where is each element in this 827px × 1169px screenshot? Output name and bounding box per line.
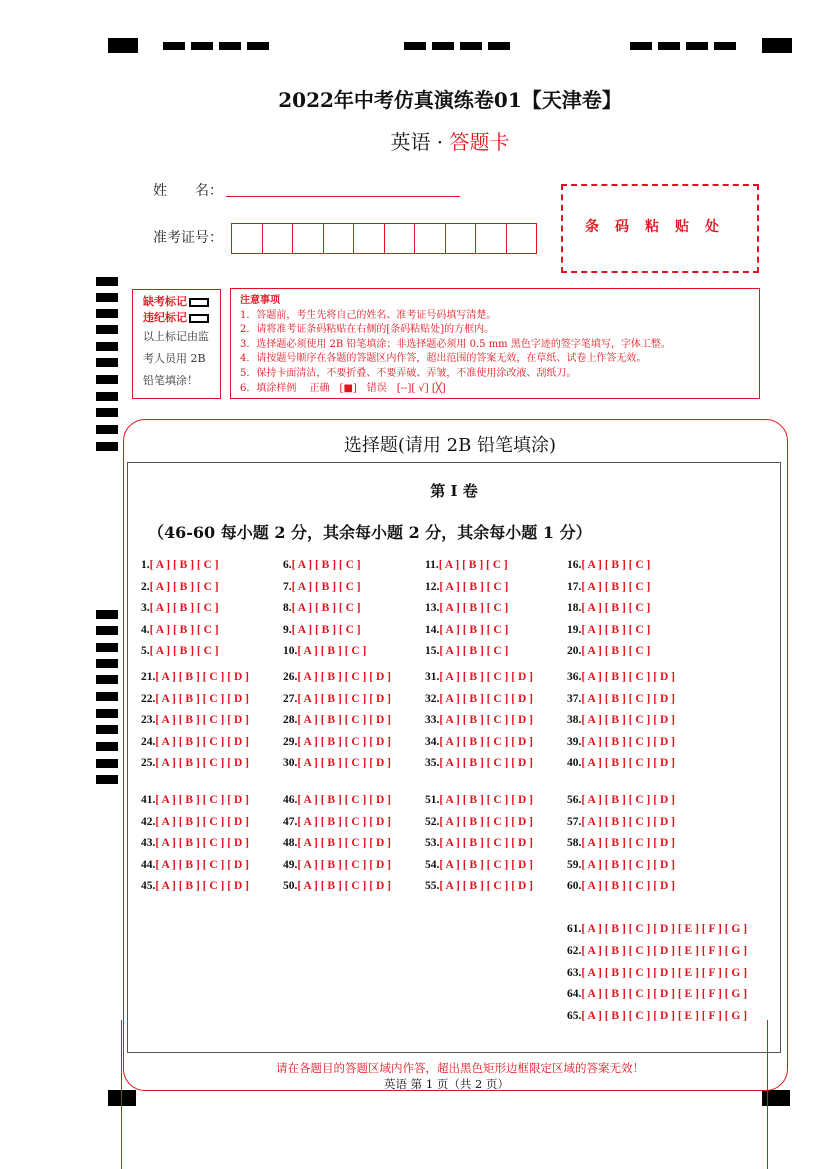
cut-line: [767, 1020, 768, 1169]
question-item[interactable]: [567, 988, 747, 1000]
question-number: 5.: [141, 645, 150, 658]
notice-item: 3．选择题必须使用 2B 铅笔填涂；非选择题必须用 0.5 mm 黑色字迹的签字笔填写，字体工整。: [240, 338, 671, 350]
timing-mark: [96, 775, 118, 784]
id-label: 准考证号：: [153, 230, 223, 246]
question-item[interactable]: [141, 880, 249, 892]
question-item[interactable]: [283, 880, 391, 892]
question-item[interactable]: [141, 645, 219, 657]
question-number: 49.: [283, 858, 298, 871]
id-digit-box[interactable]: [231, 223, 263, 254]
question-item[interactable]: [567, 624, 650, 636]
page-title: 2022年中考仿真演练卷01【天津卷】: [278, 88, 622, 112]
question-number: 64.: [567, 988, 582, 1001]
page-number: 英语 第 1 页（共 2 页）: [384, 1077, 509, 1091]
question-number: 31.: [425, 671, 440, 683]
mark-square[interactable]: [189, 298, 209, 307]
answer-options[interactable]: [ A ] [ B ] [ C ] [ D ]: [297, 858, 391, 871]
answer-options[interactable]: [ A ] [ B ] [ C ] [ D ] [ E ] [ F ] [ G ]: [581, 1010, 748, 1023]
answer-options[interactable]: [ A ] [ B ] [ C ] [ D ]: [581, 671, 675, 683]
answer-options[interactable]: [ A ] [ B ] [ C ] [ D ]: [581, 735, 675, 748]
question-item[interactable]: [567, 794, 675, 806]
answer-options[interactable]: [ A ] [ B ] [ C ] [ D ]: [439, 880, 533, 893]
notice-item: 6．填涂样例 正确 [■] 错误 [--][ √] [╳]: [240, 382, 446, 394]
answer-options[interactable]: [ A ] [ B ] [ C ] [ D ]: [155, 837, 249, 850]
question-item[interactable]: [283, 559, 361, 571]
question-number: 4.: [141, 623, 150, 636]
timing-mark: [96, 643, 118, 652]
answer-options[interactable]: [ A ] [ B ] [ C ] [ D ]: [155, 714, 249, 727]
question-number: 12.: [425, 580, 440, 593]
timing-mark: [96, 659, 118, 668]
mark-note: 考人员用 2B: [143, 352, 206, 365]
alignment-mark: [762, 38, 792, 53]
timing-mark: [96, 375, 118, 384]
answer-options[interactable]: [ A ] [ B ] [ C ] [ D ]: [439, 858, 533, 871]
question-number: 63.: [567, 966, 582, 979]
question-number: 23.: [141, 714, 156, 727]
answer-options[interactable]: [ A ] [ B ] [ C ]: [291, 602, 361, 615]
answer-options[interactable]: [ A ] [ B ] [ C ] [ D ]: [581, 714, 675, 727]
question-number: 35.: [425, 757, 440, 770]
id-digit-box[interactable]: [262, 223, 294, 254]
question-number: 62.: [567, 944, 582, 957]
notice-box: [230, 288, 760, 399]
question-item[interactable]: [141, 581, 219, 593]
question-number: 16.: [567, 559, 582, 571]
answer-options[interactable]: [ A ] [ B ] [ C ] [ D ]: [297, 815, 391, 828]
id-digit-box[interactable]: [384, 223, 416, 254]
answer-options[interactable]: [ A ] [ B ] [ C ]: [291, 559, 361, 571]
question-number: 14.: [425, 623, 440, 636]
question-number: 60.: [567, 880, 582, 893]
id-digit-box[interactable]: [292, 223, 324, 254]
answer-options[interactable]: [ A ] [ B ] [ C ]: [149, 602, 219, 615]
question-number: 21.: [141, 671, 156, 683]
question-item[interactable]: [567, 602, 650, 614]
answer-options[interactable]: [ A ] [ B ] [ C ]: [438, 559, 508, 571]
question-item[interactable]: [425, 880, 533, 892]
answer-options[interactable]: [ A ] [ B ] [ C ] [ D ]: [155, 757, 249, 770]
question-item[interactable]: [425, 602, 508, 614]
question-item[interactable]: [425, 736, 533, 748]
question-number: 1.: [141, 559, 150, 571]
question-item[interactable]: [283, 757, 391, 769]
question-item[interactable]: [425, 559, 508, 571]
notice-item: 5．保持卡面清洁，不要折叠、不要弄破、弄皱，不准使用涂改液、刮纸刀。: [240, 367, 577, 379]
timing-mark: [96, 342, 118, 351]
timing-mark: [96, 408, 118, 417]
timing-mark: [96, 725, 118, 734]
question-item[interactable]: [567, 736, 675, 748]
answer-options[interactable]: [ A ] [ B ] [ C ] [ D ]: [155, 671, 249, 683]
timing-mark: [714, 42, 736, 50]
question-item[interactable]: [141, 757, 249, 769]
question-number: 26.: [283, 671, 298, 683]
question-number: 57.: [567, 815, 582, 828]
violation-mark[interactable]: [143, 310, 220, 326]
question-number: 7.: [283, 580, 292, 593]
answer-options[interactable]: [ A ] [ B ] [ C ] [ D ] [ E ] [ F ] [ G ]: [581, 944, 748, 957]
question-number: 10.: [283, 645, 298, 658]
timing-mark: [163, 42, 185, 50]
question-number: 53.: [425, 837, 440, 850]
answer-options[interactable]: [ A ] [ B ] [ C ] [ D ]: [297, 671, 391, 683]
absent-mark-label: 缺考标记: [143, 295, 187, 308]
question-item[interactable]: [425, 794, 533, 806]
question-number: 41.: [141, 794, 156, 806]
timing-mark: [488, 42, 510, 50]
footer-warning: 请在各题目的答题区域内作答，超出黑色矩形边框限定区域的答案无效！: [276, 1061, 644, 1075]
question-item[interactable]: [283, 794, 391, 806]
answer-options[interactable]: [ A ] [ B ] [ C ] [ D ]: [155, 692, 249, 705]
question-item[interactable]: [141, 602, 219, 614]
answer-options[interactable]: [ A ] [ B ] [ C ] [ D ]: [155, 880, 249, 893]
timing-mark: [96, 293, 118, 302]
volume-label: 第 I 卷: [430, 482, 478, 500]
timing-mark: [96, 277, 118, 286]
question-number: 2.: [141, 580, 150, 593]
question-number: 9.: [283, 623, 292, 636]
timing-mark: [96, 309, 118, 318]
question-item[interactable]: [283, 859, 391, 871]
question-item[interactable]: [567, 559, 650, 571]
question-number: 54.: [425, 858, 440, 871]
question-item[interactable]: [425, 714, 533, 726]
question-item[interactable]: [567, 837, 675, 849]
answer-options[interactable]: [ A ] [ B ] [ C ] [ D ]: [439, 794, 533, 806]
answer-options[interactable]: [ A ] [ B ] [ C ]: [149, 559, 219, 571]
answer-options[interactable]: [ A ] [ B ] [ C ] [ D ]: [581, 837, 675, 850]
question-item[interactable]: [425, 581, 508, 593]
question-item[interactable]: [141, 816, 249, 828]
answer-options[interactable]: [ A ] [ B ] [ C ] [ D ]: [297, 794, 391, 806]
question-number: 17.: [567, 580, 582, 593]
mark-note: 以上标记由监: [143, 330, 209, 343]
answer-options[interactable]: [ A ] [ B ] [ C ]: [439, 602, 509, 615]
answer-options[interactable]: [ A ] [ B ] [ C ]: [581, 580, 651, 593]
card-name: 答题卡: [449, 130, 510, 154]
answer-options[interactable]: [ A ] [ B ] [ C ] [ D ]: [297, 692, 391, 705]
timing-mark: [96, 742, 118, 751]
question-number: 13.: [425, 602, 440, 615]
question-number: 30.: [283, 757, 298, 770]
question-item[interactable]: [141, 693, 249, 705]
answer-options[interactable]: [ A ] [ B ] [ C ] [ D ]: [581, 880, 675, 893]
notice-title: 注意事项: [240, 295, 280, 306]
question-number: 8.: [283, 602, 292, 615]
id-digit-box[interactable]: [353, 223, 385, 254]
answer-options[interactable]: [ A ] [ B ] [ C ] [ D ]: [297, 735, 391, 748]
question-item[interactable]: [141, 671, 249, 683]
timing-mark: [96, 392, 118, 401]
title-separator: ·: [430, 130, 450, 154]
answer-options[interactable]: [ A ] [ B ] [ C ] [ D ]: [297, 714, 391, 727]
answer-options[interactable]: [ A ] [ B ] [ C ] [ D ]: [439, 714, 533, 727]
answer-options[interactable]: [ A ] [ B ] [ C ] [ D ]: [581, 815, 675, 828]
timing-mark: [96, 675, 118, 684]
answer-options[interactable]: [ A ] [ B ] [ C ] [ D ]: [581, 858, 675, 871]
question-number: 43.: [141, 837, 156, 850]
invigilator-mark-box: [132, 289, 221, 399]
id-number-field[interactable]: [231, 223, 536, 254]
question-number: 56.: [567, 794, 582, 806]
question-number: 40.: [567, 757, 582, 770]
question-number: 46.: [283, 794, 298, 806]
answer-options[interactable]: [ A ] [ B ] [ C ] [ D ]: [155, 735, 249, 748]
answer-options[interactable]: [ A ] [ B ] [ C ] [ D ]: [297, 757, 391, 770]
answer-options[interactable]: [ A ] [ B ] [ C ]: [581, 559, 651, 571]
question-number: 22.: [141, 692, 156, 705]
answer-options[interactable]: [ A ] [ B ] [ C ] [ D ]: [439, 837, 533, 850]
question-item[interactable]: [283, 645, 366, 657]
question-number: 42.: [141, 815, 156, 828]
question-number: 37.: [567, 692, 582, 705]
timing-mark: [96, 709, 118, 718]
question-number: 24.: [141, 735, 156, 748]
question-item[interactable]: [425, 859, 533, 871]
page-subtitle: [0, 126, 827, 155]
question-item[interactable]: [567, 714, 675, 726]
mark-note: 铅笔填涂！: [143, 374, 198, 387]
question-item[interactable]: [141, 837, 249, 849]
answer-options[interactable]: [ A ] [ B ] [ C ]: [581, 602, 651, 615]
question-number: 32.: [425, 692, 440, 705]
question-number: 61.: [567, 923, 582, 935]
question-item[interactable]: [425, 757, 533, 769]
alignment-mark: [108, 38, 138, 53]
notice-item: 4．请按题号顺序在各题的答题区内作答，超出范围的答案无效，在草纸、试卷上作答无效。: [240, 353, 647, 365]
answer-options[interactable]: [ A ] [ B ] [ C ] [ D ]: [581, 692, 675, 705]
answer-options[interactable]: [ A ] [ B ] [ C ]: [291, 580, 361, 593]
answer-options[interactable]: [ A ] [ B ] [ C ] [ D ]: [439, 735, 533, 748]
question-item[interactable]: [141, 859, 249, 871]
answer-options[interactable]: [ A ] [ B ] [ C ]: [581, 623, 651, 636]
question-number: 19.: [567, 623, 582, 636]
question-number: 48.: [283, 837, 298, 850]
absent-mark[interactable]: [143, 294, 220, 310]
notice-item: 1．答题前，考生先将自己的姓名、准考证号码填写清楚。: [240, 309, 497, 321]
question-number: 44.: [141, 858, 156, 871]
question-number: 11.: [425, 559, 439, 571]
question-number: 58.: [567, 837, 582, 850]
answer-options[interactable]: [ A ] [ B ] [ C ] [ D ]: [297, 837, 391, 850]
question-item[interactable]: [141, 624, 219, 636]
question-number: 52.: [425, 815, 440, 828]
timing-mark: [460, 42, 482, 50]
answer-options[interactable]: [ A ] [ B ] [ C ] [ D ]: [581, 757, 675, 770]
timing-mark: [247, 42, 269, 50]
question-item[interactable]: [567, 1010, 747, 1022]
answer-options[interactable]: [ A ] [ B ] [ C ] [ D ] [ E ] [ F ] [ G ]: [581, 923, 748, 935]
cut-line: [121, 1020, 122, 1169]
answer-options[interactable]: [ A ] [ B ] [ C ] [ D ]: [581, 794, 675, 806]
question-number: 6.: [283, 559, 292, 571]
question-item[interactable]: [567, 816, 675, 828]
question-item[interactable]: [283, 736, 391, 748]
timing-mark: [404, 42, 426, 50]
question-item[interactable]: [283, 837, 391, 849]
answer-options[interactable]: [ A ] [ B ] [ C ] [ D ]: [439, 815, 533, 828]
timing-mark: [96, 626, 118, 635]
timing-mark: [658, 42, 680, 50]
answer-options[interactable]: [ A ] [ B ] [ C ]: [297, 645, 367, 658]
question-item[interactable]: [283, 714, 391, 726]
question-item[interactable]: [283, 602, 361, 614]
answer-options[interactable]: [ A ] [ B ] [ C ] [ D ] [ E ] [ F ] [ G ]: [581, 966, 748, 979]
question-number: 47.: [283, 815, 298, 828]
question-item[interactable]: [283, 693, 391, 705]
question-number: 3.: [141, 602, 150, 615]
question-number: 36.: [567, 671, 582, 683]
question-item[interactable]: [567, 923, 747, 935]
answer-options[interactable]: [ A ] [ B ] [ C ]: [149, 623, 219, 636]
question-number: 33.: [425, 714, 440, 727]
answer-options[interactable]: [ A ] [ B ] [ C ] [ D ]: [155, 815, 249, 828]
timing-mark: [96, 692, 118, 701]
question-item[interactable]: [141, 736, 249, 748]
answer-options[interactable]: [ A ] [ B ] [ C ]: [439, 623, 509, 636]
answer-options[interactable]: [ A ] [ B ] [ C ] [ D ]: [439, 692, 533, 705]
timing-mark: [96, 610, 118, 619]
question-item[interactable]: [141, 794, 249, 806]
subject-label: 英语: [390, 130, 431, 154]
name-field[interactable]: [226, 196, 460, 197]
id-digit-box[interactable]: [506, 223, 538, 254]
timing-mark: [432, 42, 454, 50]
answer-options[interactable]: [ A ] [ B ] [ C ] [ D ]: [155, 858, 249, 871]
violation-mark-label: 违纪标记: [143, 311, 187, 324]
question-number: 55.: [425, 880, 440, 893]
question-number: 50.: [283, 880, 298, 893]
question-item[interactable]: [567, 693, 675, 705]
id-digit-box[interactable]: [323, 223, 355, 254]
answer-options[interactable]: [ A ] [ B ] [ C ]: [439, 645, 509, 658]
question-number: 27.: [283, 692, 298, 705]
question-number: 25.: [141, 757, 156, 770]
section-title: 选择题(请用 2B 铅笔填涂): [343, 435, 557, 456]
question-item[interactable]: [425, 837, 533, 849]
question-item[interactable]: [425, 816, 533, 828]
answer-options[interactable]: [ A ] [ B ] [ C ]: [149, 645, 219, 658]
timing-mark: [219, 42, 241, 50]
timing-mark: [96, 358, 118, 367]
question-number: 51.: [425, 794, 440, 806]
timing-mark: [686, 42, 708, 50]
question-item[interactable]: [567, 671, 675, 683]
answer-options[interactable]: [ A ] [ B ] [ C ]: [149, 580, 219, 593]
question-item[interactable]: [425, 645, 508, 657]
answer-options[interactable]: [ A ] [ B ] [ C ] [ D ] [ E ] [ F ] [ G ]: [581, 988, 748, 1001]
answer-options[interactable]: [ A ] [ B ] [ C ] [ D ]: [155, 794, 249, 806]
question-number: 34.: [425, 735, 440, 748]
answer-options[interactable]: [ A ] [ B ] [ C ]: [291, 623, 361, 636]
question-number: 45.: [141, 880, 156, 893]
question-number: 15.: [425, 645, 440, 658]
question-number: 28.: [283, 714, 298, 727]
answer-options[interactable]: [ A ] [ B ] [ C ] [ D ]: [439, 671, 533, 683]
id-digit-box[interactable]: [414, 223, 446, 254]
answer-options[interactable]: [ A ] [ B ] [ C ] [ D ]: [297, 880, 391, 893]
question-number: 20.: [567, 645, 582, 658]
question-item[interactable]: [567, 645, 650, 657]
question-item[interactable]: [567, 581, 650, 593]
question-item[interactable]: [283, 624, 361, 636]
answer-options[interactable]: [ A ] [ B ] [ C ]: [439, 580, 509, 593]
question-item[interactable]: [425, 624, 508, 636]
question-item[interactable]: [567, 757, 675, 769]
id-digit-box[interactable]: [475, 223, 507, 254]
question-number: 38.: [567, 714, 582, 727]
timing-mark: [96, 759, 118, 768]
question-item[interactable]: [425, 671, 533, 683]
question-item[interactable]: [567, 945, 747, 957]
mark-square[interactable]: [189, 314, 209, 323]
id-digit-box[interactable]: [445, 223, 477, 254]
question-number: 29.: [283, 735, 298, 748]
question-number: 18.: [567, 602, 582, 615]
question-item[interactable]: [141, 714, 249, 726]
timing-mark: [96, 325, 118, 334]
question-item[interactable]: [141, 559, 219, 571]
question-number: 65.: [567, 1010, 582, 1023]
question-item[interactable]: [425, 693, 533, 705]
question-item[interactable]: [567, 967, 747, 979]
timing-mark: [191, 42, 213, 50]
answer-options[interactable]: [ A ] [ B ] [ C ]: [581, 645, 651, 658]
alignment-mark: [108, 1090, 136, 1106]
question-item[interactable]: [567, 880, 675, 892]
question-number: 59.: [567, 858, 582, 871]
question-number: 39.: [567, 735, 582, 748]
notice-item: 2．请将准考证条码粘贴在右侧的[条码粘贴处]的方框内。: [240, 324, 495, 336]
question-item[interactable]: [283, 671, 391, 683]
question-item[interactable]: [283, 816, 391, 828]
scoring-note: （46-60 每小题 2 分，其余每小题 2 分，其余每小题 1 分）: [148, 523, 592, 542]
name-label: 姓 名：: [153, 183, 223, 199]
barcode-area: 条码粘贴处: [561, 184, 759, 273]
answer-options[interactable]: [ A ] [ B ] [ C ] [ D ]: [439, 757, 533, 770]
timing-mark: [630, 42, 652, 50]
question-item[interactable]: [283, 581, 361, 593]
question-item[interactable]: [567, 859, 675, 871]
